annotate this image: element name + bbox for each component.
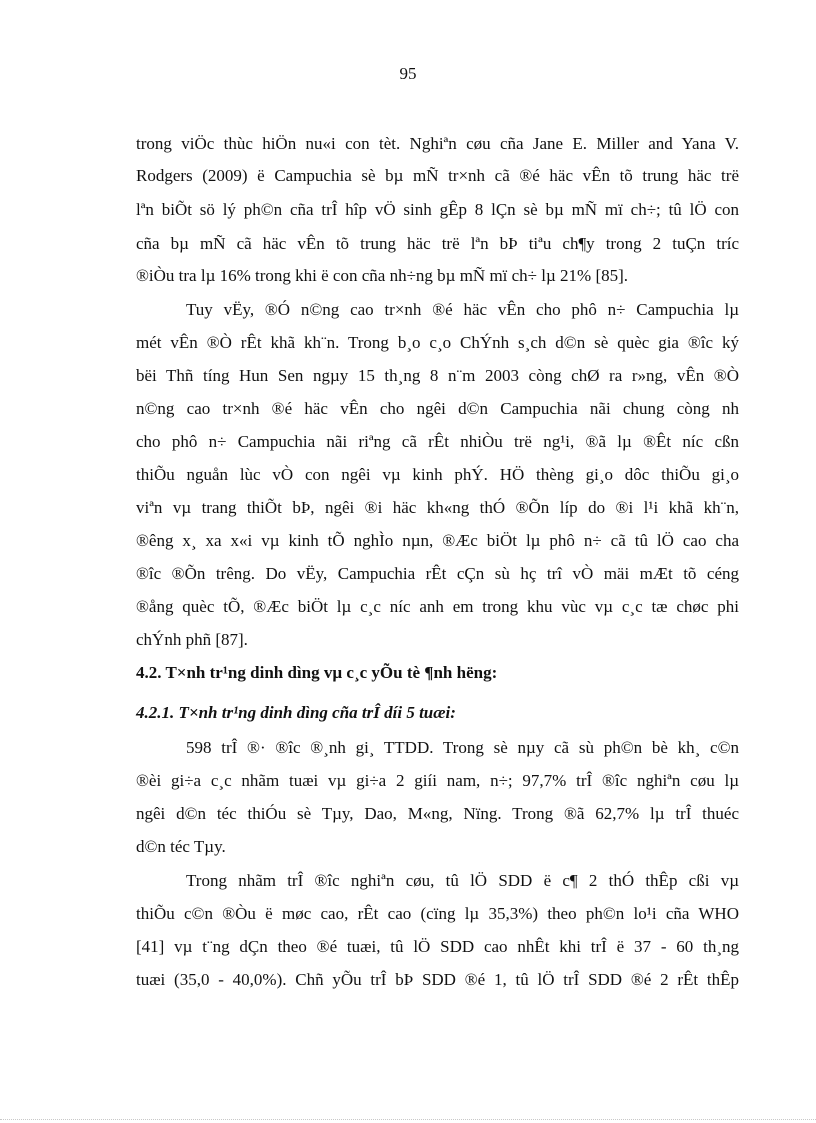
paragraph-line: cho phô n÷ Campuchia nãi riªng cã rÊt nhiÒu trë ng¹i, ®ã lµ ®Êt níc cßn	[136, 432, 739, 451]
paragraph-line: bëi Thñ tíng Hun Sen ngµy 15 th¸ng 8 n¨m 2003 còng chØ ra r»ng, vÊn ®Ò	[136, 366, 739, 385]
paragraph-line: ®iÒu tra lµ 16% trong khi ë con cña nh÷ng bµ mÑ mï ch÷ lµ 21% [85].	[136, 266, 629, 285]
paragraph-line: n©ng cao tr×nh ®é häc vÊn cho ngêi d©n Campuchia nãi chung còng nh	[136, 399, 739, 418]
page-number: 95	[399, 64, 417, 83]
paragraph-line: d©n téc Tµy.	[136, 837, 226, 856]
paragraph-line: 598 trÎ ®· ®îc ®¸nh gi¸ TTDD. Trong sè nµy cã sù ph©n bè kh¸ c©n	[186, 738, 739, 757]
paragraph-line: Trong nhãm trÎ ®îc nghiªn cøu, tû lÖ SDD ë c¶ 2 thÓ thÊp cßi vµ	[186, 871, 739, 890]
paragraph-line: ®îc ®Õn trêng. Do vËy, Campuchia rÊt cÇn sù hç trî vÒ mäi mÆt tõ céng	[136, 564, 739, 583]
paragraph-line: Rodgers (2009) ë Campuchia sè bµ mÑ tr×nh cã ®é häc vÊn tõ trung häc trë	[136, 166, 739, 185]
section-heading: 4.2. T×nh tr¹ng dinh dìng vµ c¸c yÕu tè ¶nh hëng:	[136, 663, 498, 682]
paragraph-line: Tuy vËy, ®Ó n©ng cao tr×nh ®é häc vÊn cho phô n÷ Campuchia lµ	[186, 300, 739, 319]
paragraph-line: viªn vµ trang thiÕt bÞ, ngêi ®i häc kh«ng thÓ ®Õn líp do ®i l¹i khã kh¨n,	[136, 498, 739, 517]
paragraph-line: lªn biÕt sö lý ph©n cña trÎ hîp vÖ sinh gÊp 8 lÇn sè bµ mÑ mï ch÷; tû lÖ con	[136, 200, 739, 219]
paragraph-line: tuæi (35,0 - 40,0%). Chñ yÕu trÎ bÞ SDD ®é 1, tû lÖ trÎ SDD ®é 2 rÊt thÊp	[136, 970, 739, 989]
paragraph-line: trong viÖc thùc hiÖn nu«i con tèt. Nghiªn cøu cña Jane E. Miller and Yana V.	[136, 134, 739, 153]
paragraph-line: ngêi d©n téc thiÓu sè Tµy, Dao, M«ng, Nïng. Trong ®ã 62,7% lµ trÎ thuéc	[136, 804, 739, 823]
paragraph-line: thiÕu nguån lùc vÒ con ngêi vµ kinh phÝ. HÖ thèng gi¸o dôc thiÕu gi¸o	[136, 465, 739, 484]
paragraph-line: chÝnh phñ [87].	[136, 630, 248, 649]
subsection-heading: 4.2.1. T×nh tr¹ng dinh dìng cña trÎ díi 5 tuæi:	[136, 703, 456, 722]
paragraph-line: [41] vµ t¨ng dÇn theo ®é tuæi, tû lÖ SDD cao nhÊt khi trÎ ë 37 - 60 th¸ng	[136, 937, 739, 956]
paragraph-line: cña bµ mÑ cã häc vÊn tõ trung häc trë lªn bÞ tiªu ch¶y trong 2 tuÇn tríc	[136, 234, 739, 253]
paragraph-line: mét vÊn ®Ò rÊt khã kh¨n. Trong b¸o c¸o ChÝnh s¸ch d©n sè quèc gia ®îc ký	[136, 333, 739, 352]
paragraph-line: ®èi gi÷a c¸c nhãm tuæi vµ gi÷a 2 giíi nam, n÷; 97,7% trÎ ®îc nghiªn cøu lµ	[136, 771, 739, 790]
page-bottom-border	[0, 1119, 816, 1120]
paragraph-line: ®êng x¸ xa x«i vµ kinh tÕ nghÌo nµn, ®Æc biÖt lµ phô n÷ cã tû lÖ cao cha	[136, 531, 739, 550]
paragraph-line: ®ång quèc tÕ, ®Æc biÖt lµ c¸c níc anh em trong khu vùc vµ c¸c tæ chøc phi	[136, 597, 739, 616]
paragraph-line: thiÕu c©n ®Òu ë møc cao, rÊt cao (cïng lµ 35,3%) theo ph©n lo¹i cña WHO	[136, 904, 739, 923]
